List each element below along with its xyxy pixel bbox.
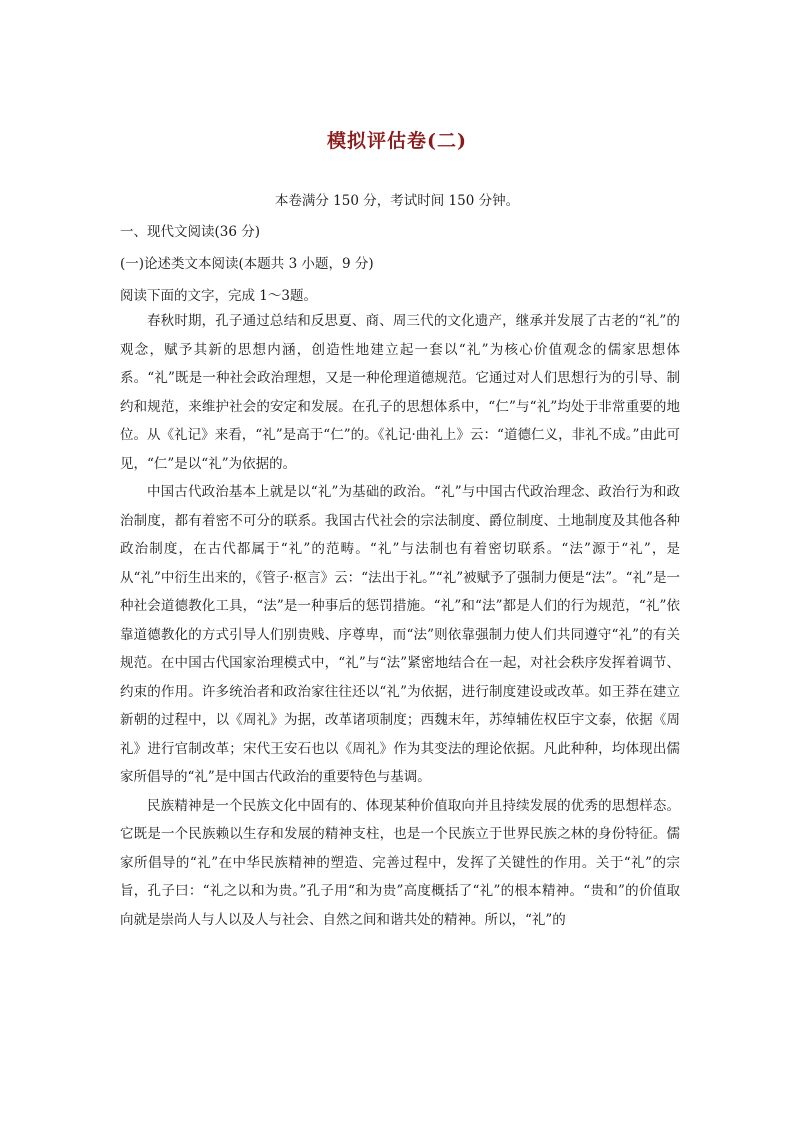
passage-paragraph-3: 民族精神是一个民族文化中固有的、体现某种价值取向并且持续发展的优秀的思想样态。它既是一个民族赖以生存和发展的精神支柱，也是一个民族立于世界民族之林的身份特征。儒家所倡导的“礼”在中华民族精神的塑造、完善过程中，发挥了关键性的作用。关于“礼”的宗旨，孔子曰：“礼之以和为贵。”孔子用“和为贵”高度概括了“礼”的根本精神。“贵和”的价值取向就是崇尚人与人以及人与社会、自然之间和谐共处的精神。所以，“礼”的 — [120, 797, 680, 928]
reading-passage — [120, 307, 680, 934]
subsection-heading: (一)论述类文本阅读(本题共 3 小题，9 分) — [120, 256, 374, 272]
section-heading: 一、现代文阅读(36 分) — [120, 224, 261, 240]
passage-paragraph-1: 春秋时期，孔子通过总结和反思夏、商、周三代的文化遗产，继承并发展了古老的“礼”的观念，赋予其新的思想内涵，创造性地建立起一套以“礼”为核心价值观念的儒家思想体系。“礼”既是一种社会政治理想，又是一种伦理道德规范。它通过对人们思想行为的引导、制约和规范，来维护社会的安定和发展。在孔子的思想体系中，“仁”与“礼”均处于非常重要的地位。从《礼记》来看，“礼”是高于“仁”的。《礼记·曲礼上》云：“道德仁义，非礼不成。”由此可见，“仁”是以“礼”为依据的。 — [120, 313, 680, 472]
exam-info: 本卷满分 150 分，考试时间 150 分钟。 — [274, 193, 520, 209]
passage-paragraph-2: 中国古代政治基本上就是以“礼”为基础的政治。“礼”与中国古代政治理念、政治行为和政治制度，都有着密不可分的联系。我国古代社会的宗法制度、爵位制度、土地制度及其他各种政治制度，在古代都属于“礼”的范畴。“礼”与法制也有着密切联系。“法”源于“礼”，是从“礼”中衍生出来的，《管子·枢言》云：“法出于礼。”“礼”被赋予了强制力便是“法”。“礼”是一种社会道德教化工具，“法”是一种事后的惩罚措施。“礼”和“法”都是人们的行为规范，“礼”依靠道德教化的方式引导人们别贵贱、序尊卑，而“法”则依靠强制力使人们共同遵守“礼”的有关规范。在中国古代国家治理模式中，“礼”与“法”紧密地结合在一起，对社会秩序发挥着调节、约束的作用。许多统治者和政治家往往还以“礼”为依据，进行制度建设或改革。如王莽在建立新朝的过程中，以《周礼》为据，改革诸项制度；西魏末年，苏绰辅佐权臣宇文泰，依据《周礼》进行官制改革；宋代王安石也以《周礼》作为其变法的理论依据。凡此种种，均体现出儒家所倡导的“礼”是中国古代政治的重要特色与基调。 — [120, 484, 680, 785]
reading-instruction: 阅读下面的文字，完成 1～3题。 — [120, 288, 317, 304]
page-title: 模拟评估卷(二) — [327, 130, 467, 152]
